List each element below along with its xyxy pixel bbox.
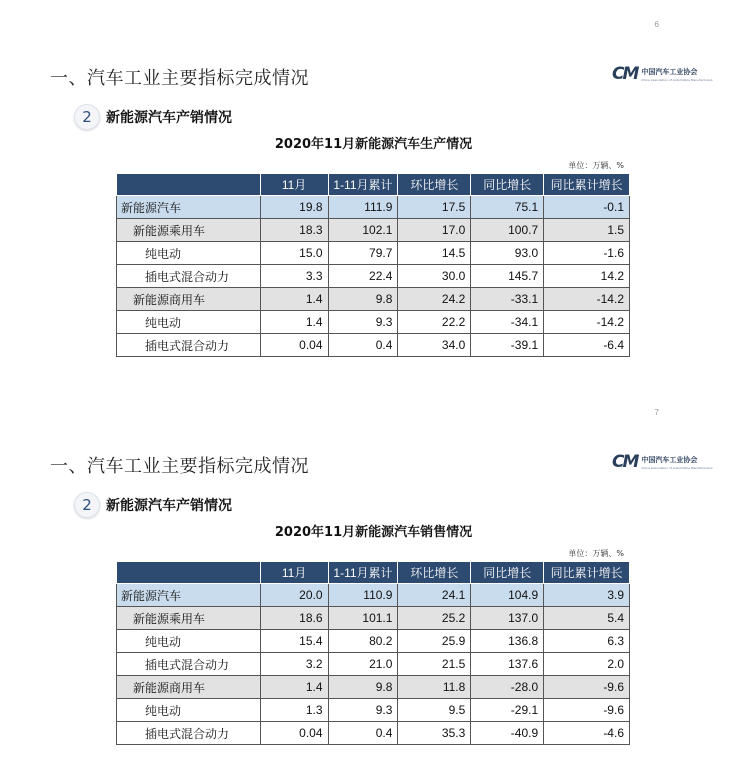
table-cell: 136.8 — [471, 630, 544, 653]
table-cell: -0.1 — [544, 196, 630, 219]
slide-page-6 — [0, 0, 747, 384]
table-row — [117, 334, 630, 357]
table-cell: 18.3 — [260, 219, 328, 242]
table-cell: 1.4 — [260, 288, 328, 311]
slide-page-7 — [0, 388, 747, 772]
table-row — [117, 288, 630, 311]
table-cell: -14.2 — [544, 311, 630, 334]
column-header: 同比累计增长 — [544, 562, 630, 584]
table-cell: 35.3 — [398, 722, 471, 745]
caam-logo — [612, 452, 713, 472]
table-cell: -9.6 — [544, 699, 630, 722]
table-cell: 75.1 — [471, 196, 544, 219]
table-cell: 80.2 — [328, 630, 398, 653]
table-cell: 21.0 — [328, 653, 398, 676]
table-cell: -29.1 — [471, 699, 544, 722]
table-row — [117, 311, 630, 334]
table-cell: 1.4 — [260, 311, 328, 334]
page-number: 6 — [654, 20, 659, 29]
row-label: 插电式混合动力 — [117, 334, 261, 357]
row-label: 新能源乘用车 — [117, 219, 261, 242]
column-header: 同比增长 — [471, 174, 544, 196]
table-cell: 21.5 — [398, 653, 471, 676]
table-cell: -14.2 — [544, 288, 630, 311]
table-row — [117, 676, 630, 699]
table-row — [117, 242, 630, 265]
table-cell: 1.5 — [544, 219, 630, 242]
row-label: 纯电动 — [117, 630, 261, 653]
table-cell: 15.4 — [260, 630, 328, 653]
column-header: 环比增长 — [398, 562, 471, 584]
table-cell: 11.8 — [398, 676, 471, 699]
table-cell: 24.2 — [398, 288, 471, 311]
table-cell: 9.5 — [398, 699, 471, 722]
column-header — [117, 562, 261, 584]
section-number-badge: 2 — [74, 104, 100, 130]
page-number: 7 — [654, 408, 659, 417]
table-cell: 14.2 — [544, 265, 630, 288]
column-header: 11月 — [260, 174, 328, 196]
row-label: 新能源商用车 — [117, 676, 261, 699]
row-label: 纯电动 — [117, 311, 261, 334]
row-label: 新能源商用车 — [117, 288, 261, 311]
table-row — [117, 653, 630, 676]
table-row — [117, 699, 630, 722]
section-heading: 一、汽车工业主要指标完成情况 — [50, 68, 309, 89]
table-cell: 0.4 — [328, 722, 398, 745]
table-cell: 14.5 — [398, 242, 471, 265]
column-header: 环比增长 — [398, 174, 471, 196]
row-label: 新能源汽车 — [117, 584, 261, 607]
table-cell: 100.7 — [471, 219, 544, 242]
table-cell: 137.0 — [471, 607, 544, 630]
table-cell: 101.1 — [328, 607, 398, 630]
column-header — [117, 174, 261, 196]
table-title: 2020年11月新能源汽车生产情况 — [274, 137, 473, 152]
production-table — [116, 174, 630, 357]
table-cell: 3.2 — [260, 653, 328, 676]
table-cell: 9.3 — [328, 311, 398, 334]
table-cell: 5.4 — [544, 607, 630, 630]
table-cell: -34.1 — [471, 311, 544, 334]
row-label: 插电式混合动力 — [117, 722, 261, 745]
unit-label: 单位：万辆、% — [568, 161, 624, 170]
logo-chinese-name: 中国汽车工业协会 — [641, 67, 698, 76]
table-cell: 22.2 — [398, 311, 471, 334]
table-cell: 20.0 — [260, 584, 328, 607]
logo-chinese-name: 中国汽车工业协会 — [641, 455, 698, 464]
table-cell: -28.0 — [471, 676, 544, 699]
table-cell: 3.3 — [260, 265, 328, 288]
table-cell: -4.6 — [544, 722, 630, 745]
table-cell: 9.3 — [328, 699, 398, 722]
sales-table — [116, 562, 630, 745]
row-label: 插电式混合动力 — [117, 653, 261, 676]
table-cell: 9.8 — [328, 288, 398, 311]
table-cell: -40.9 — [471, 722, 544, 745]
table-cell: 0.04 — [260, 722, 328, 745]
table-cell: 1.4 — [260, 676, 328, 699]
row-label: 新能源乘用车 — [117, 607, 261, 630]
table-cell: 15.0 — [260, 242, 328, 265]
table-title: 2020年11月新能源汽车销售情况 — [274, 525, 473, 540]
row-label: 纯电动 — [117, 242, 261, 265]
column-header: 同比增长 — [471, 562, 544, 584]
table-row — [117, 722, 630, 745]
table-cell: -6.4 — [544, 334, 630, 357]
column-header: 1-11月累计 — [328, 174, 398, 196]
table-cell: 0.4 — [328, 334, 398, 357]
sub-heading: 新能源汽车产销情况 — [106, 498, 232, 514]
table-cell: 137.6 — [471, 653, 544, 676]
table-cell: 19.8 — [260, 196, 328, 219]
table-cell: 93.0 — [471, 242, 544, 265]
table-cell: 17.5 — [398, 196, 471, 219]
table-cell: 18.6 — [260, 607, 328, 630]
logo-english-name: China Association of Automobile Manufacturers — [641, 77, 713, 82]
table-cell: 22.4 — [328, 265, 398, 288]
table-header-row — [117, 174, 630, 196]
table-cell: 0.04 — [260, 334, 328, 357]
column-header: 同比累计增长 — [544, 174, 630, 196]
table-cell: 6.3 — [544, 630, 630, 653]
table-cell: -39.1 — [471, 334, 544, 357]
table-cell: 17.0 — [398, 219, 471, 242]
table-cell: 9.8 — [328, 676, 398, 699]
table-row — [117, 630, 630, 653]
unit-label: 单位：万辆、% — [568, 549, 624, 558]
sub-heading: 新能源汽车产销情况 — [106, 110, 232, 126]
table-row — [117, 265, 630, 288]
table-cell: -9.6 — [544, 676, 630, 699]
caam-logo-icon: CM — [612, 452, 638, 472]
table-cell: 24.1 — [398, 584, 471, 607]
table-cell: 102.1 — [328, 219, 398, 242]
table-cell: 79.7 — [328, 242, 398, 265]
table-cell: 104.9 — [471, 584, 544, 607]
table-cell: 110.9 — [328, 584, 398, 607]
table-cell: 3.9 — [544, 584, 630, 607]
caam-logo — [612, 64, 713, 84]
table-cell: 34.0 — [398, 334, 471, 357]
column-header: 11月 — [260, 562, 328, 584]
table-row — [117, 607, 630, 630]
row-label: 纯电动 — [117, 699, 261, 722]
table-cell: -33.1 — [471, 288, 544, 311]
table-row — [117, 196, 630, 219]
section-number-badge: 2 — [74, 492, 100, 518]
table-cell: -1.6 — [544, 242, 630, 265]
table-header-row — [117, 562, 630, 584]
row-label: 插电式混合动力 — [117, 265, 261, 288]
table-row — [117, 219, 630, 242]
section-heading: 一、汽车工业主要指标完成情况 — [50, 456, 309, 477]
table-cell: 25.9 — [398, 630, 471, 653]
caam-logo-icon: CM — [612, 64, 638, 84]
table-cell: 111.9 — [328, 196, 398, 219]
logo-english-name: China Association of Automobile Manufacturers — [641, 465, 713, 470]
row-label: 新能源汽车 — [117, 196, 261, 219]
table-row — [117, 584, 630, 607]
table-cell: 25.2 — [398, 607, 471, 630]
table-cell: 2.0 — [544, 653, 630, 676]
table-cell: 145.7 — [471, 265, 544, 288]
table-cell: 30.0 — [398, 265, 471, 288]
column-header: 1-11月累计 — [328, 562, 398, 584]
table-cell: 1.3 — [260, 699, 328, 722]
